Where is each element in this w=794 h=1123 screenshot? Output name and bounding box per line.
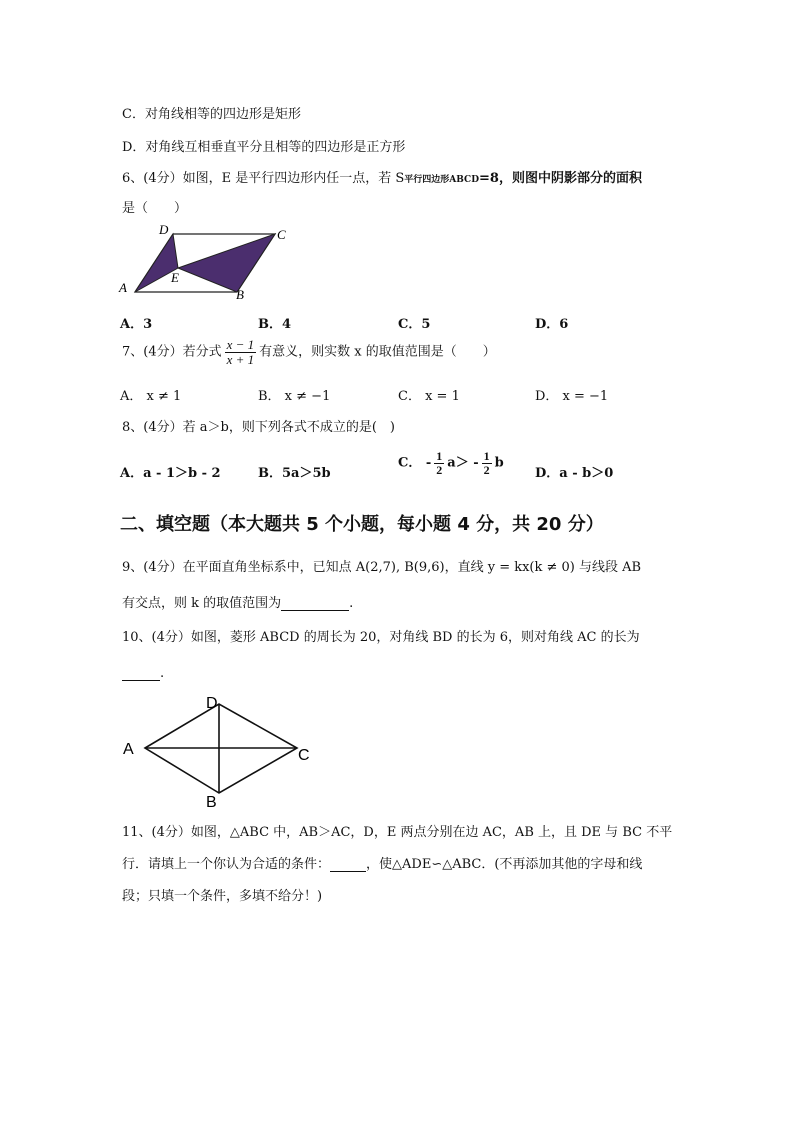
q6-label-c: C xyxy=(277,227,286,242)
q8-option-c-end: b xyxy=(494,455,504,471)
q7-frac-numerator: x − 1 xyxy=(226,337,255,352)
q6-label-b: B xyxy=(236,287,244,302)
q8-option-c-label: C． xyxy=(398,455,422,471)
q10-stem-line1: 10、(4分）如图，菱形 ABCD 的周长为 20，对角线 BD 的长为 6，则对角线 AC 的长为 xyxy=(122,630,640,645)
q11-stem-line2 xyxy=(122,853,642,872)
q8-stem: 8、(4分）若 a＞b，则下列各式不成立的是( ) xyxy=(122,420,395,435)
q10-label-b: B xyxy=(206,794,217,810)
q7-option-b: B． x ≠ −1 xyxy=(258,389,331,404)
q8-option-c-minus: - xyxy=(425,455,432,471)
q8-option-b: B．5a＞5b xyxy=(258,466,331,481)
q5-option-c: C．对角线相等的四边形是矩形 xyxy=(122,107,301,122)
q6-option-c: C．5 xyxy=(398,317,431,332)
q9-stem-line2: 有交点，则 k 的取值范围为 . xyxy=(122,596,354,611)
q8-frac1-num: 1 xyxy=(436,449,443,463)
q11-stem-line2-pre: 行．请填上一个你认为合适的条件： xyxy=(122,857,331,872)
q7-frac-denominator: x + 1 xyxy=(226,351,255,367)
q10-stem-line2: . xyxy=(122,666,164,681)
q8-option-c-mid: a＞ - xyxy=(447,455,479,471)
q6-stem-line1 xyxy=(122,167,642,186)
q6-option-a: A．3 xyxy=(120,317,153,332)
q9-stem-line2-text: 有交点，则 k 的取值范围为 xyxy=(122,596,282,611)
q7-option-d: D． x = −1 xyxy=(535,389,609,404)
q6-label-e: E xyxy=(171,270,179,285)
q6-option-d: D．6 xyxy=(535,317,569,332)
q9-answer-blank[interactable] xyxy=(281,610,349,611)
q7-fraction xyxy=(225,338,257,366)
q6-parallelogram-figure xyxy=(115,220,295,305)
q5-option-d: D．对角线互相垂直平分且相等的四边形是正方形 xyxy=(122,140,406,155)
q6-subscript: 平行四边形ABCD xyxy=(404,175,480,185)
q8-frac1-den: 2 xyxy=(436,462,443,477)
q7-option-c: C． x = 1 xyxy=(398,389,460,404)
q11-stem-line1: 11、(4分）如图，△ABC 中，AB＞AC，D，E 两点分别在边 AC，AB 上，且 DE 与 BC 不平 xyxy=(122,825,673,840)
q6-stem-line2: 是（ ） xyxy=(122,201,188,216)
q6-stem-post: =8，则图中阴影部分的面积 xyxy=(479,171,642,186)
q10-label-d: D xyxy=(206,695,218,712)
q6-label-a: A xyxy=(119,280,127,295)
q6-label-d: D xyxy=(159,222,169,237)
q8-option-c xyxy=(398,450,504,476)
q11-answer-blank[interactable] xyxy=(330,871,366,872)
q6-stem-pre: 6、(4分）如图，E 是平行四边形内任一点，若 S xyxy=(122,171,405,186)
q10-rhombus-figure xyxy=(115,690,325,810)
q8-frac2-num: 1 xyxy=(483,449,490,463)
q11-stem-line2-post: ，使△ADE∽△ABC．(不再添加其他的字母和线 xyxy=(366,857,643,872)
q10-label-a: A xyxy=(123,741,134,758)
q6-option-b: B．4 xyxy=(258,317,292,332)
q6-shaded-triangle-ebc xyxy=(178,234,275,292)
q7-stem-post: 有意义，则实数 x 的取值范围是（ ） xyxy=(259,344,496,360)
q7-stem-pre: 7、(4分）若分式 xyxy=(122,344,222,360)
q7-option-a: A． x ≠ 1 xyxy=(120,389,182,404)
q10-label-c: C xyxy=(298,747,310,764)
q8-option-c-frac1 xyxy=(434,450,444,476)
section-2-heading: 二、填空题（本大题共 5 个小题，每小题 4 分，共 20 分） xyxy=(120,514,604,535)
q11-stem-line3: 段；只填一个条件，多填不给分！) xyxy=(122,889,323,904)
q8-option-c-frac2 xyxy=(482,450,492,476)
q10-answer-blank[interactable] xyxy=(122,680,160,681)
q7-stem xyxy=(122,338,496,366)
q8-option-d: D．a - b＞0 xyxy=(535,466,614,481)
q8-option-a: A．a - 1＞b - 2 xyxy=(120,466,221,481)
q8-frac2-den: 2 xyxy=(483,462,490,477)
q9-stem-line1: 9、(4分）在平面直角坐标系中，已知点 A(2,7), B(9,6)，直线 y = kx(k ≠ 0) 与线段 AB xyxy=(122,560,642,575)
